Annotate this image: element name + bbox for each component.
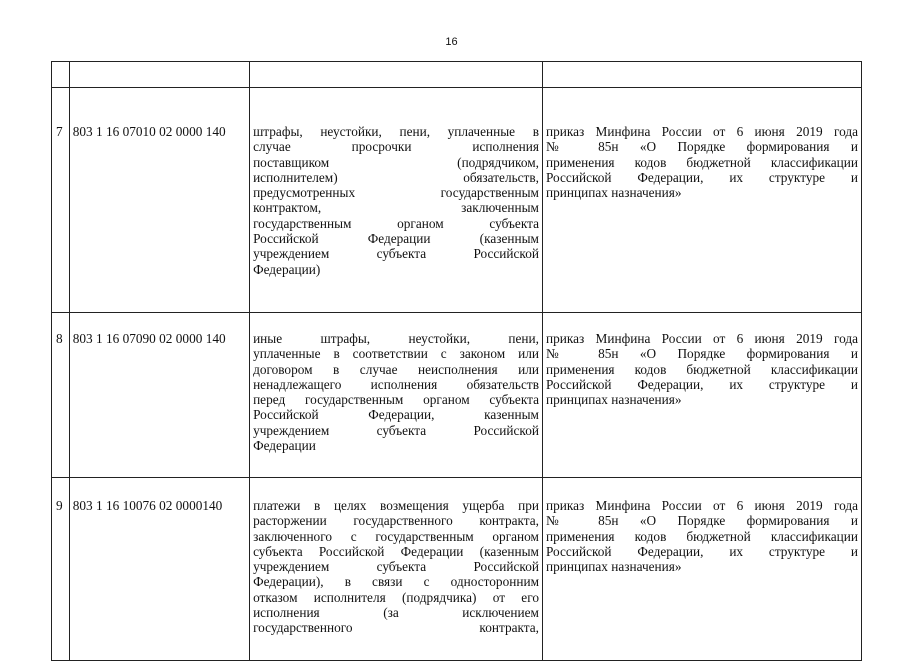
text-line: № 85н «О Порядке формирования и bbox=[545, 139, 858, 155]
text-line: принципах назначения» bbox=[545, 559, 682, 575]
header-cell bbox=[69, 62, 249, 88]
text-line: приказ Минфина России от 6 июня 2019 года bbox=[545, 124, 858, 139]
text-line: приказ Минфина России от 6 июня 2019 года bbox=[545, 498, 858, 513]
text-line: государственного контракта, bbox=[253, 620, 539, 636]
text-line: штрафы, неустойки, пени, уплаченные в bbox=[253, 124, 539, 139]
text-line: заключенного с государственным органом bbox=[253, 528, 539, 544]
text-line: принципах назначения» bbox=[545, 392, 682, 408]
text-line: государственным органом субъекта bbox=[253, 215, 539, 231]
text-line: Федерации) bbox=[253, 261, 321, 277]
legal-basis bbox=[542, 88, 861, 313]
text-line: № 85н «О Порядке формирования и bbox=[545, 513, 858, 529]
text-line: расторжении государственного контракта, bbox=[253, 513, 539, 529]
row-number: 9 bbox=[52, 478, 70, 661]
income-name bbox=[250, 88, 543, 313]
row-number: 7 bbox=[52, 88, 70, 313]
row-number: 8 bbox=[52, 313, 70, 478]
text-line: Федерации), в связи с односторонним bbox=[253, 574, 539, 590]
text-line: случае просрочки исполнения bbox=[253, 139, 539, 155]
text-line: исполнителем) обязательств, bbox=[253, 169, 539, 185]
text-line: Российской Федерации (казенным bbox=[253, 231, 539, 247]
header-cell bbox=[250, 62, 543, 88]
text-line: поставщиком (подрядчиком, bbox=[253, 154, 539, 170]
text-line: Федерации bbox=[253, 438, 316, 454]
text-line: Российской Федерации, их структуре и bbox=[545, 543, 858, 559]
text-line: применения кодов бюджетной классификации bbox=[545, 154, 858, 170]
text-line: иные штрафы, неустойки, пени, bbox=[253, 331, 539, 346]
text-line: Российской Федерации, казенным bbox=[253, 407, 539, 423]
text-line: уплаченные в соответствии с законом или bbox=[253, 346, 539, 362]
header-cell bbox=[542, 62, 861, 88]
text-line: учреждением субъекта Российской bbox=[253, 246, 539, 262]
text-line: применения кодов бюджетной классификации bbox=[545, 361, 858, 377]
text-line: № 85н «О Порядке формирования и bbox=[545, 346, 858, 362]
legal-basis bbox=[542, 313, 861, 478]
header-cell bbox=[52, 62, 70, 88]
text-line: контрактом, заключенным bbox=[253, 200, 539, 216]
budget-code: 803 1 16 07010 02 0000 140 bbox=[69, 88, 249, 313]
text-line: Российской Федерации, их структуре и bbox=[545, 169, 858, 185]
table-row bbox=[52, 478, 862, 661]
legal-basis bbox=[542, 478, 861, 661]
text-line: перед государственным органом субъекта bbox=[253, 392, 539, 408]
page-number: 16 bbox=[445, 36, 458, 48]
income-name bbox=[250, 313, 543, 478]
text-line: Российской Федерации, их структуре и bbox=[545, 376, 858, 392]
text-line: ненадлежащего исполнения обязательств bbox=[253, 376, 539, 392]
budget-code: 803 1 16 10076 02 0000140 bbox=[69, 478, 249, 661]
text-line: предусмотренных государственным bbox=[253, 185, 539, 201]
text-line: учреждением субъекта Российской bbox=[253, 422, 539, 438]
text-line: субъекта Российской Федерации (казенным bbox=[253, 543, 539, 559]
text-line: отказом исполнителя (подрядчика) от его bbox=[253, 589, 539, 605]
budget-codes-table bbox=[51, 61, 862, 661]
text-line: договором в случае неисполнения или bbox=[253, 361, 539, 377]
text-line: принципах назначения» bbox=[545, 185, 682, 201]
table-row bbox=[52, 88, 862, 313]
income-name bbox=[250, 478, 543, 661]
table-row bbox=[52, 313, 862, 478]
text-line: исполнения (за исключением bbox=[253, 605, 539, 621]
table-header-row bbox=[52, 62, 862, 88]
text-line: учреждением субъекта Российской bbox=[253, 559, 539, 575]
text-line: приказ Минфина России от 6 июня 2019 года bbox=[545, 331, 858, 346]
text-line: платежи в целях возмещения ущерба при bbox=[253, 498, 539, 513]
budget-code: 803 1 16 07090 02 0000 140 bbox=[69, 313, 249, 478]
text-line: применения кодов бюджетной классификации bbox=[545, 528, 858, 544]
